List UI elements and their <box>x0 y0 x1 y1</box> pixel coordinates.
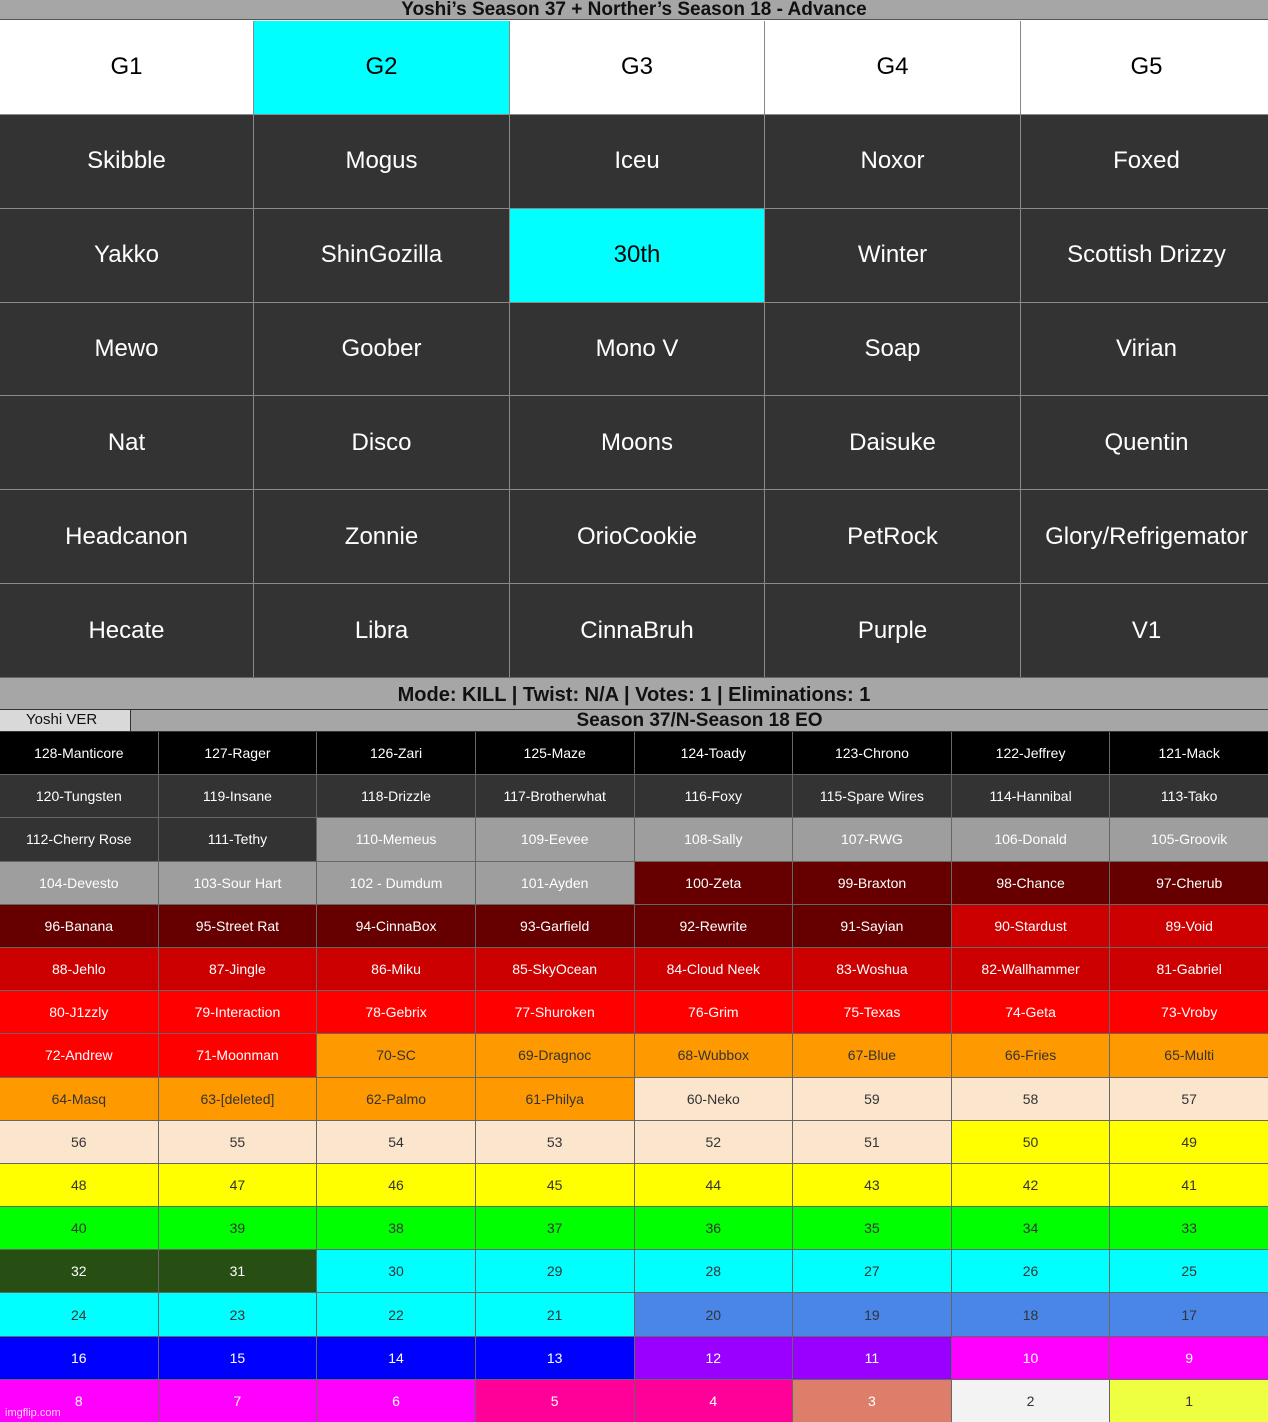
placement-cell: 43 <box>793 1164 951 1206</box>
placement-cell: 106-Donald <box>952 818 1110 860</box>
placement-cell: 125-Maze <box>476 732 634 774</box>
placement-cell: 110-Memeus <box>317 818 475 860</box>
contestant-cell: Winter <box>765 209 1020 302</box>
contestant-cell: Noxor <box>765 115 1020 208</box>
placement-cell: 50 <box>952 1121 1110 1163</box>
placement-cell: 101-Ayden <box>476 862 634 904</box>
placement-cell: 40 <box>0 1207 158 1249</box>
placement-cell: 51 <box>793 1121 951 1163</box>
group-grid <box>0 21 1268 677</box>
placement-cell: 119-Insane <box>159 775 317 817</box>
contestant-cell: Hecate <box>0 584 253 677</box>
placement-cell: 47 <box>159 1164 317 1206</box>
contestant-cell: Headcanon <box>0 490 253 583</box>
placement-cell: 58 <box>952 1078 1110 1120</box>
placement-cell: 92-Rewrite <box>635 905 793 947</box>
placement-cell: 80-J1zzly <box>0 991 158 1033</box>
placement-cell: 39 <box>159 1207 317 1249</box>
placement-cell: 57 <box>1110 1078 1268 1120</box>
placement-cell: 72-Andrew <box>0 1034 158 1076</box>
contestant-cell: CinnaBruh <box>510 584 764 677</box>
placement-cell: 94-CinnaBox <box>317 905 475 947</box>
placement-cell: 102 - Dumdum <box>317 862 475 904</box>
placement-cell: 98-Chance <box>952 862 1110 904</box>
page-title: Yoshi’s Season 37 + Norther’s Season 18 - Advance <box>0 0 1268 20</box>
placement-cell: 85-SkyOcean <box>476 948 634 990</box>
contestant-cell: Goober <box>254 303 509 396</box>
placement-cell: 88-Jehlo <box>0 948 158 990</box>
placement-cell: 127-Rager <box>159 732 317 774</box>
placement-cell: 83-Woshua <box>793 948 951 990</box>
placement-cell: 73-Vroby <box>1110 991 1268 1033</box>
placement-cell: 118-Drizzle <box>317 775 475 817</box>
placement-cell: 6 <box>317 1380 475 1422</box>
placement-cell: 18 <box>952 1293 1110 1335</box>
placement-cell: 10 <box>952 1337 1110 1379</box>
placement-cell: 56 <box>0 1121 158 1163</box>
placement-cell: 11 <box>793 1337 951 1379</box>
placement-cell: 27 <box>793 1250 951 1292</box>
placement-cell: 124-Toady <box>635 732 793 774</box>
contestant-cell: Foxed <box>1021 115 1268 208</box>
placement-cell: 1 <box>1110 1380 1268 1422</box>
placement-cell: 55 <box>159 1121 317 1163</box>
placement-cell: 123-Chrono <box>793 732 951 774</box>
placement-cell: 32 <box>0 1250 158 1292</box>
placement-cell: 89-Void <box>1110 905 1268 947</box>
placement-cell: 34 <box>952 1207 1110 1249</box>
placement-cell: 19 <box>793 1293 951 1335</box>
placement-cell: 44 <box>635 1164 793 1206</box>
placement-cell: 105-Groovik <box>1110 818 1268 860</box>
placement-cell: 14 <box>317 1337 475 1379</box>
placement-cell: 36 <box>635 1207 793 1249</box>
placement-cell: 84-Cloud Neek <box>635 948 793 990</box>
placement-cell: 9 <box>1110 1337 1268 1379</box>
placement-cell: 53 <box>476 1121 634 1163</box>
placement-cell: 54 <box>317 1121 475 1163</box>
placement-cell: 66-Fries <box>952 1034 1110 1076</box>
group-header: G3 <box>510 21 764 114</box>
contestant-cell: Disco <box>254 396 509 489</box>
placement-cell: 12 <box>635 1337 793 1379</box>
placement-cell: 64-Masq <box>0 1078 158 1120</box>
placement-cell: 17 <box>1110 1293 1268 1335</box>
placement-cell: 2 <box>952 1380 1110 1422</box>
placement-cell: 109-Eevee <box>476 818 634 860</box>
contestant-cell: Libra <box>254 584 509 677</box>
placement-cell: 107-RWG <box>793 818 951 860</box>
placement-cell: 116-Foxy <box>635 775 793 817</box>
placement-cell: 115-Spare Wires <box>793 775 951 817</box>
placement-cell: 22 <box>317 1293 475 1335</box>
placement-cell: 91-Sayian <box>793 905 951 947</box>
contestant-cell: Daisuke <box>765 396 1020 489</box>
placement-cell: 93-Garfield <box>476 905 634 947</box>
placement-cell: 59 <box>793 1078 951 1120</box>
placement-cell: 65-Multi <box>1110 1034 1268 1076</box>
placement-cell: 52 <box>635 1121 793 1163</box>
placement-cell: 117-Brotherwhat <box>476 775 634 817</box>
placement-cell: 37 <box>476 1207 634 1249</box>
placement-cell: 78-Gebrix <box>317 991 475 1033</box>
elimination-order-grid <box>0 732 1268 1422</box>
placement-cell: 48 <box>0 1164 158 1206</box>
placement-cell: 41 <box>1110 1164 1268 1206</box>
placement-cell: 15 <box>159 1337 317 1379</box>
placement-cell: 46 <box>317 1164 475 1206</box>
placement-cell: 113-Tako <box>1110 775 1268 817</box>
placement-cell: 70-SC <box>317 1034 475 1076</box>
placement-cell: 87-Jingle <box>159 948 317 990</box>
contestant-cell: Mewo <box>0 303 253 396</box>
contestant-cell: Purple <box>765 584 1020 677</box>
placement-cell: 68-Wubbox <box>635 1034 793 1076</box>
placement-cell: 5 <box>476 1380 634 1422</box>
placement-cell: 7 <box>159 1380 317 1422</box>
placement-cell: 111-Tethy <box>159 818 317 860</box>
contestant-cell: OrioCookie <box>510 490 764 583</box>
contestant-cell: PetRock <box>765 490 1020 583</box>
contestant-cell: ShinGozilla <box>254 209 509 302</box>
placement-cell: 25 <box>1110 1250 1268 1292</box>
eo-header-bar <box>0 710 1268 732</box>
watermark: imgflip.com <box>5 1407 61 1419</box>
placement-cell: 21 <box>476 1293 634 1335</box>
contestant-cell: Mono V <box>510 303 764 396</box>
placement-cell: 4 <box>635 1380 793 1422</box>
placement-cell: 69-Dragnoc <box>476 1034 634 1076</box>
placement-cell: 38 <box>317 1207 475 1249</box>
contestant-cell: Skibble <box>0 115 253 208</box>
contestant-cell: Virian <box>1021 303 1268 396</box>
placement-cell: 96-Banana <box>0 905 158 947</box>
placement-cell: 49 <box>1110 1121 1268 1163</box>
contestant-cell: Glory/Refrigemator <box>1021 490 1268 583</box>
mode-info-bar: Mode: KILL | Twist: N/A | Votes: 1 | Eliminations: 1 <box>0 677 1268 710</box>
placement-cell: 60-Neko <box>635 1078 793 1120</box>
placement-cell: 16 <box>0 1337 158 1379</box>
placement-cell: 114-Hannibal <box>952 775 1110 817</box>
placement-cell: 86-Miku <box>317 948 475 990</box>
placement-cell: 20 <box>635 1293 793 1335</box>
placement-cell: 13 <box>476 1337 634 1379</box>
placement-cell: 99-Braxton <box>793 862 951 904</box>
placement-cell: 82-Wallhammer <box>952 948 1110 990</box>
placement-cell: 26 <box>952 1250 1110 1292</box>
placement-cell: 8 <box>0 1380 158 1422</box>
contestant-cell: Moons <box>510 396 764 489</box>
placement-cell: 77-Shuroken <box>476 991 634 1033</box>
placement-cell: 61-Philya <box>476 1078 634 1120</box>
contestant-cell: 30th <box>510 209 764 302</box>
placement-cell: 112-Cherry Rose <box>0 818 158 860</box>
placement-cell: 45 <box>476 1164 634 1206</box>
contestant-cell: Yakko <box>0 209 253 302</box>
placement-cell: 30 <box>317 1250 475 1292</box>
placement-cell: 81-Gabriel <box>1110 948 1268 990</box>
placement-cell: 3 <box>793 1380 951 1422</box>
group-header: G4 <box>765 21 1020 114</box>
placement-cell: 108-Sally <box>635 818 793 860</box>
placement-cell: 74-Geta <box>952 991 1110 1033</box>
placement-cell: 121-Mack <box>1110 732 1268 774</box>
placement-cell: 100-Zeta <box>635 862 793 904</box>
placement-cell: 28 <box>635 1250 793 1292</box>
contestant-cell: Soap <box>765 303 1020 396</box>
contestant-cell: Iceu <box>510 115 764 208</box>
placement-cell: 75-Texas <box>793 991 951 1033</box>
eo-title: Season 37/N-Season 18 EO <box>576 710 823 731</box>
placement-cell: 35 <box>793 1207 951 1249</box>
placement-cell: 29 <box>476 1250 634 1292</box>
group-header: G1 <box>0 21 253 114</box>
placement-cell: 23 <box>159 1293 317 1335</box>
placement-cell: 76-Grim <box>635 991 793 1033</box>
contestant-cell: Quentin <box>1021 396 1268 489</box>
group-header: G2 <box>254 21 509 114</box>
placement-cell: 120-Tungsten <box>0 775 158 817</box>
placement-cell: 128-Manticore <box>0 732 158 774</box>
placement-cell: 31 <box>159 1250 317 1292</box>
placement-cell: 24 <box>0 1293 158 1335</box>
placement-cell: 67-Blue <box>793 1034 951 1076</box>
placement-cell: 79-Interaction <box>159 991 317 1033</box>
placement-cell: 97-Cherub <box>1110 862 1268 904</box>
contestant-cell: Mogus <box>254 115 509 208</box>
version-tag: Yoshi VER <box>0 710 131 731</box>
placement-cell: 63-[deleted] <box>159 1078 317 1120</box>
placement-cell: 90-Stardust <box>952 905 1110 947</box>
placement-cell: 33 <box>1110 1207 1268 1249</box>
group-header: G5 <box>1021 21 1268 114</box>
placement-cell: 104-Devesto <box>0 862 158 904</box>
placement-cell: 62-Palmo <box>317 1078 475 1120</box>
placement-cell: 95-Street Rat <box>159 905 317 947</box>
contestant-cell: Nat <box>0 396 253 489</box>
contestant-cell: V1 <box>1021 584 1268 677</box>
placement-cell: 126-Zari <box>317 732 475 774</box>
contestant-cell: Zonnie <box>254 490 509 583</box>
contestant-cell: Scottish Drizzy <box>1021 209 1268 302</box>
placement-cell: 71-Moonman <box>159 1034 317 1076</box>
placement-cell: 103-Sour Hart <box>159 862 317 904</box>
placement-cell: 122-Jeffrey <box>952 732 1110 774</box>
placement-cell: 42 <box>952 1164 1110 1206</box>
